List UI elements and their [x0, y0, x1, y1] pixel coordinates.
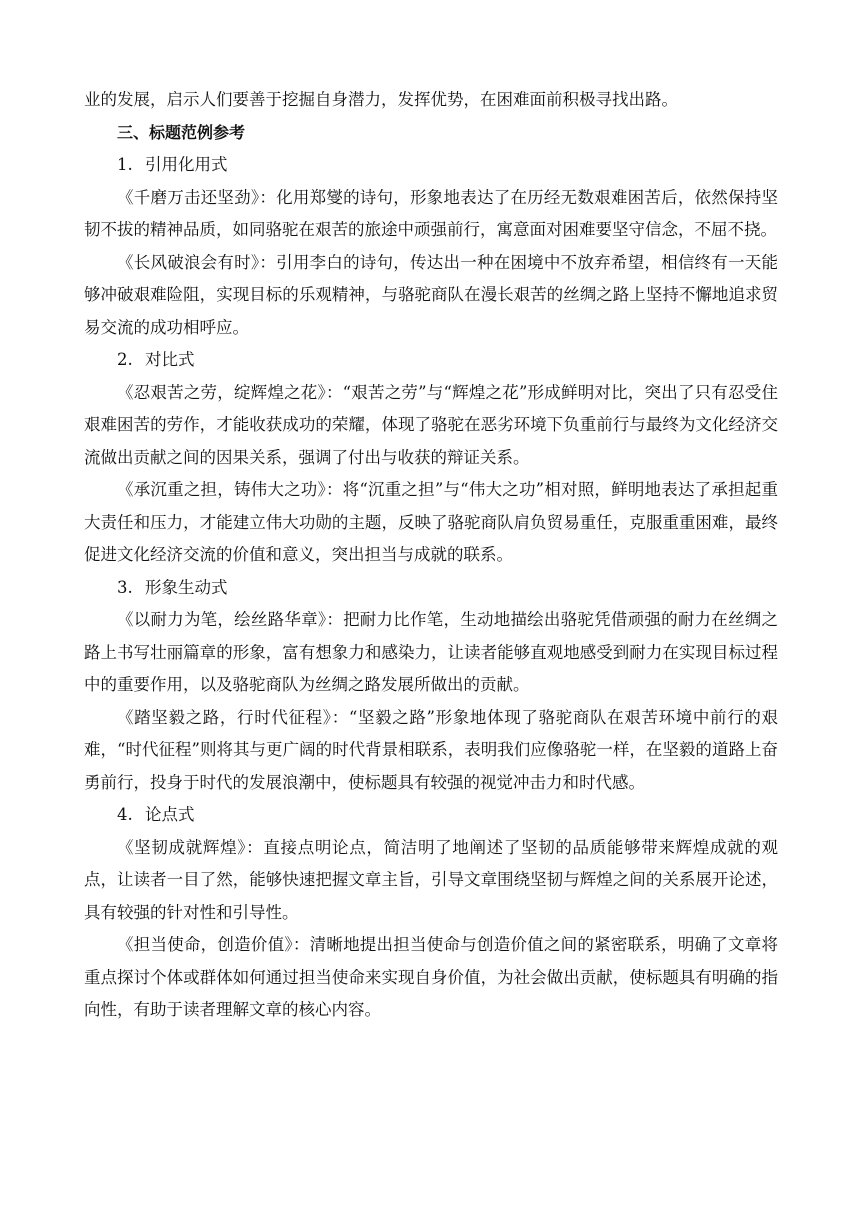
example-paragraph: 《承沉重之担，铸伟大之功》：将“沉重之担”与“伟大之功”相对照，鲜明地表达了承担起重大责任和压力，才能建立伟大功勋的主题，反映了骆驼商队肩负贸易重任，克服重重困难，最终促进文化经济交流的价值和意义，突出担当与成就的联系。 [84, 480, 778, 564]
subsection-heading-3 [84, 572, 778, 605]
example-paragraph: 《千磨万击还坚劲》：化用郑燮的诗句，形象地表达了在历经无数艰难困苦后，依然保持坚韧不拔的精神品质，如同骆驼在艰苦的旅途中顽强前行，寓意面对困难要坚守信念，不屈不挠。 [84, 187, 778, 239]
example-paragraph: 《坚韧成就辉煌》：直接点明论点，简洁明了地阐述了坚韧的品质能够带来辉煌成就的观点，让读者一目了然，能够快速把握文章主旨，引导文章围绕坚韧与辉煌之间的关系展开论述，具有较强的针对性和引导性。 [84, 837, 778, 922]
document-page [84, 84, 778, 1027]
subsection-number: 4. [117, 805, 133, 824]
subsection-number: 3. [117, 577, 133, 597]
example-paragraph: 《忍艰苦之劳，绽辉煌之花》：“艰苦之劳”与“辉煌之花”形成鲜明对比，突出了只有忍受住艰难困苦的劳作，才能收获成功的荣耀，体现了骆驼在恶劣环境下负重前行与最终为文化经济交流做出贡献之间的因果关系，强调了付出与收获的辩证关系。 [84, 382, 778, 467]
subsection-title: 对比式 [145, 350, 195, 369]
example-paragraph: 《长风破浪会有时》：引用李白的诗句，传达出一种在困境中不放弃希望，相信终有一天能够冲破艰难险阻，实现目标的乐观精神，与骆驼商队在漫长艰苦的丝绸之路上坚持不懈地追求贸易交流的成功相呼应。 [84, 252, 778, 337]
subsection-title: 形象生动式 [145, 577, 228, 597]
subsection-heading-4 [84, 799, 778, 832]
subsection-title: 论点式 [145, 805, 195, 824]
section-heading: 三、标题范例参考 [117, 122, 246, 142]
example-paragraph: 《踏坚毅之路，行时代征程》：“坚毅之路”形象地体现了骆驼商队在艰苦环境中前行的艰难，“时代征程”则将其与更广阔的时代背景相联系，表明我们应像骆驼一样，在坚毅的道路上奋勇前行，投身于时代的发展浪潮中，使标题具有较强的视觉冲击力和时代感。 [84, 707, 778, 792]
example-paragraph: 《担当使命，创造价值》：清晰地提出担当使命与创造价值之间的紧密联系，明确了文章将重点探讨个体或群体如何通过担当使命来实现自身价值，为社会做出贡献，使标题具有明确的指向性，有助于读者理解文章的核心内容。 [84, 935, 778, 1019]
example-paragraph: 《以耐力为笔，绘丝路华章》：把耐力比作笔，生动地描绘出骆驼凭借顽强的耐力在丝绸之路上书写壮丽篇章的形象，富有想象力和感染力，让读者能够直观地感受到耐力在实现目标过程中的重要作用，以及骆驼商队为丝绸之路发展所做出的贡献。 [84, 610, 778, 694]
subsection-heading-1 [84, 149, 778, 182]
subsection-heading-2 [84, 344, 778, 377]
subsection-number: 1. [117, 155, 133, 174]
intro-paragraph: 业的发展，启示人们要善于挖掘自身潜力，发挥优势，在困难面前积极寻找出路。 [84, 90, 678, 109]
subsection-title: 引用化用式 [145, 155, 228, 174]
subsection-number: 2. [117, 350, 133, 369]
